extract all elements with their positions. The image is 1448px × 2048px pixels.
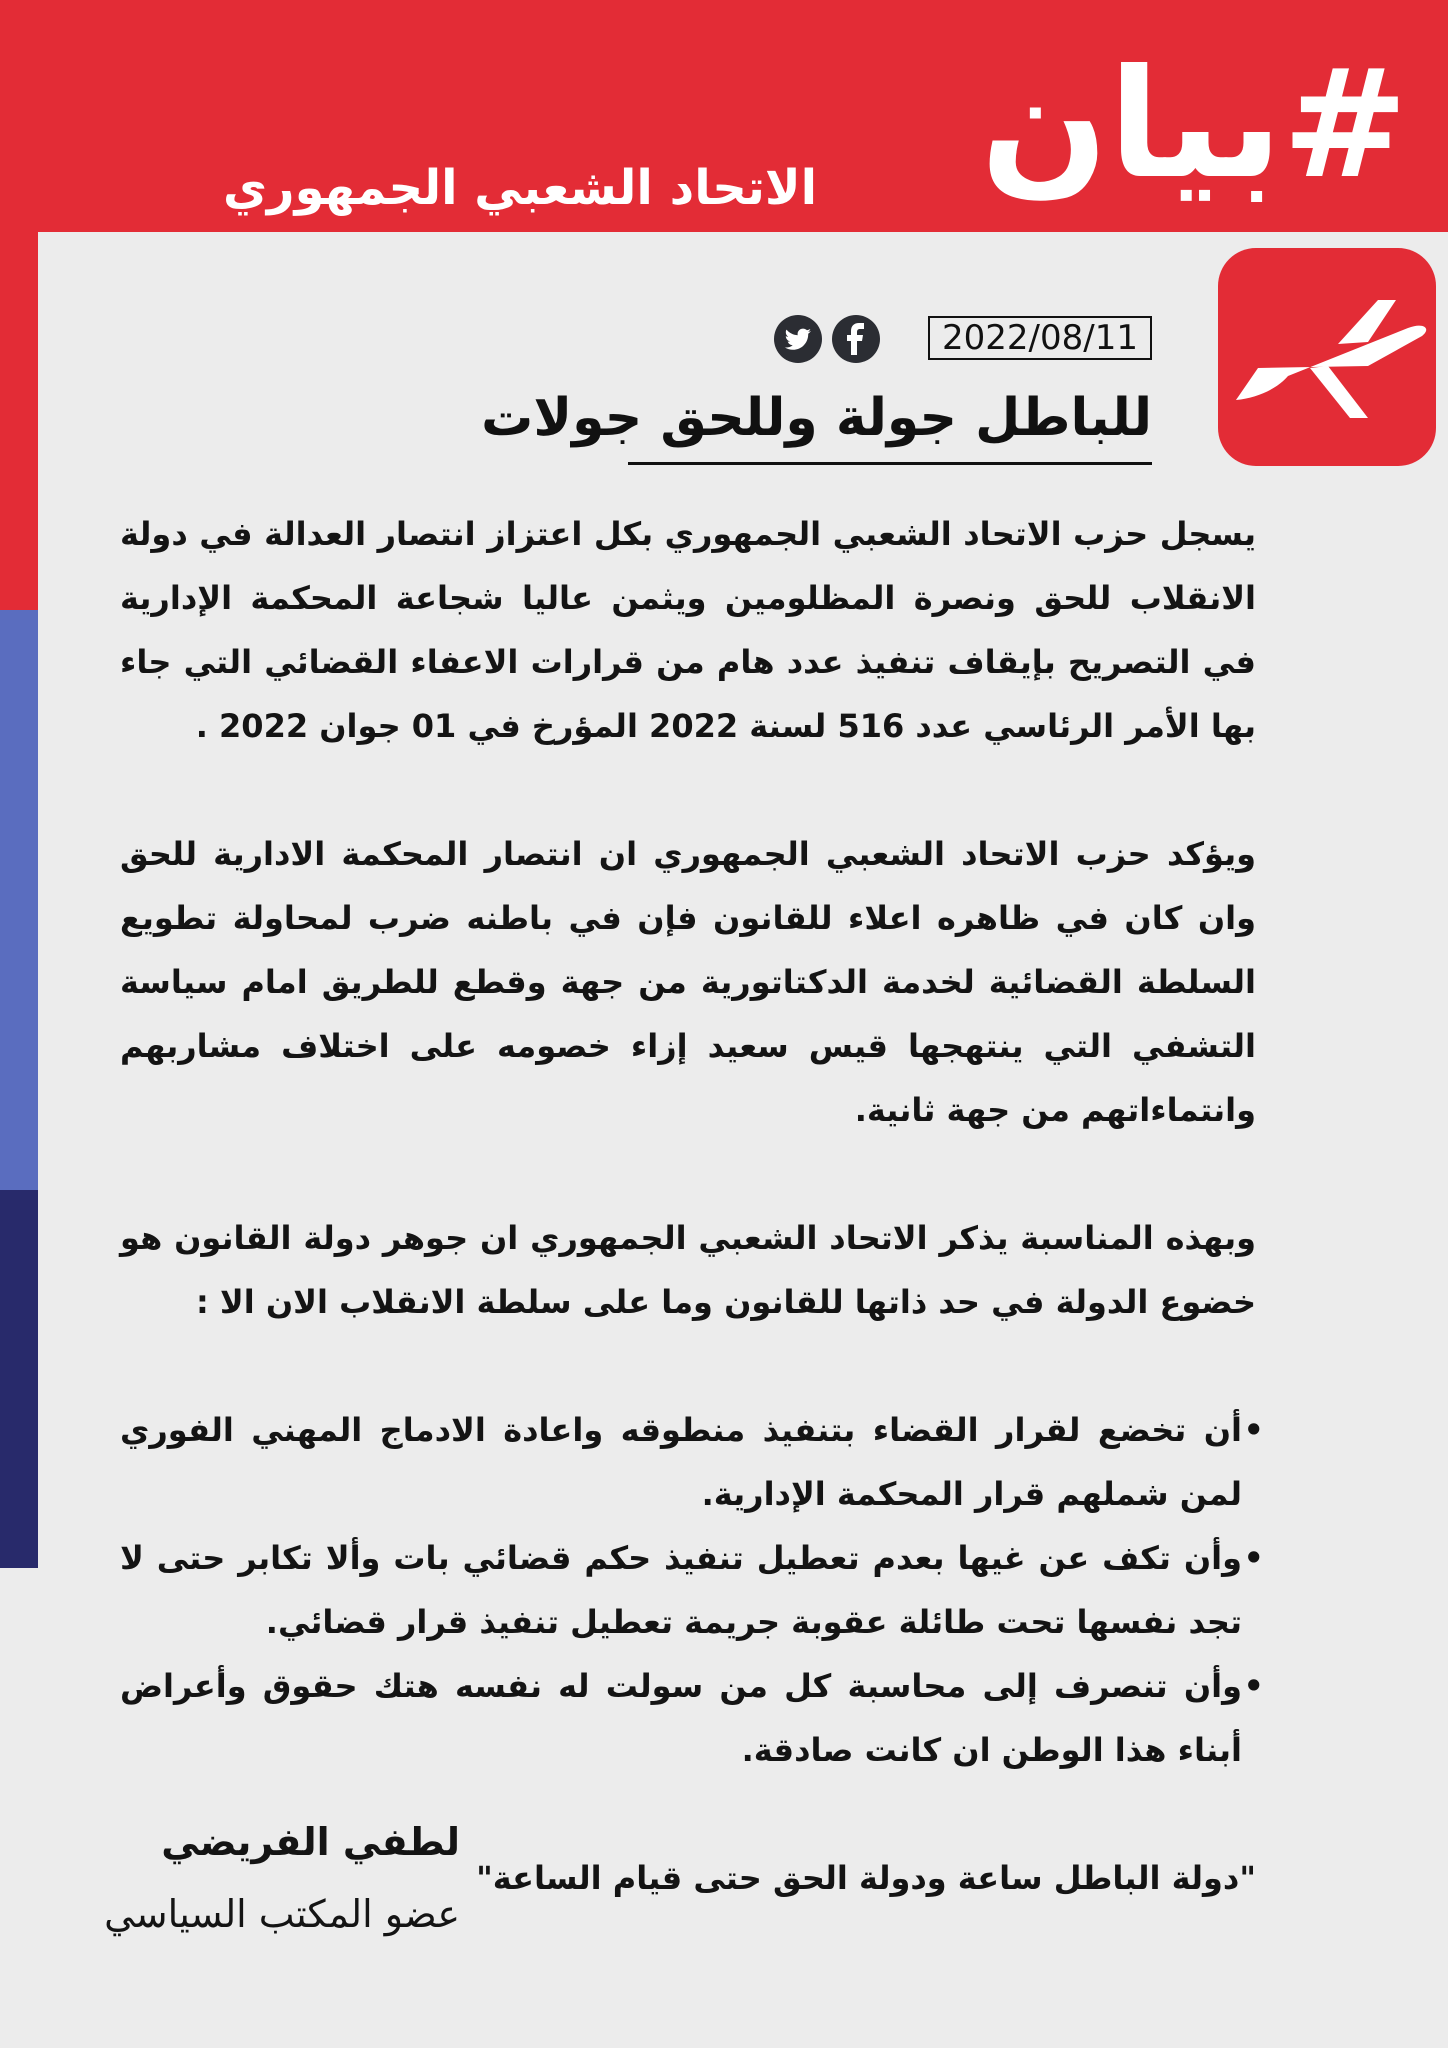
airplane-icon xyxy=(1218,248,1436,466)
list-item-text: أن تخضع لقرار القضاء بتنفيذ منطوقه واعادة الادماج المهني الفوري لمن شملهم قرار المحكمة الإدارية. xyxy=(120,1411,1242,1513)
bullet-marker: • xyxy=(1243,1411,1264,1449)
statement-body xyxy=(120,502,1264,1910)
list-item-text: وأن تكف عن غيها بعدم تعطيل تنفيذ حكم قضائي بات وألا تكابر حتى لا تجد نفسها تحت طائلة عقوبة جريمة تعطيل تنفيذ قرار قضائي. xyxy=(120,1539,1242,1641)
hashtag-title: #بيان xyxy=(980,38,1408,212)
closing-quote: "دولة الباطل ساعة ودولة الحق حتى قيام الساعة" xyxy=(476,1859,1256,1897)
list-item xyxy=(120,1654,1264,1782)
paragraph: يسجل حزب الاتحاد الشعبي الجمهوري بكل اعتزاز انتصار العدالة في دولة الانقلاب للحق ونصرة المظلومين ويثمن عاليا شجاعة المحكمة الإدارية في التصريح بإيقاف تنفيذ عدد هام من قرارات الاعفاء القضائي التي جاء بها الأمر الرئاسي عدد 516 لسنة 2022 المؤرخ في 01 جوان 2022 . xyxy=(120,515,1256,745)
signatory-role: عضو المكتب السياسي xyxy=(104,1892,460,1936)
demands-list xyxy=(120,1398,1264,1782)
paragraph: وبهذه المناسبة يذكر الاتحاد الشعبي الجمهوري ان جوهر دولة القانون هو خضوع الدولة في حد ذاتها للقانون وما على سلطة الانقلاب الان الا : xyxy=(120,1219,1256,1321)
facebook-icon[interactable] xyxy=(832,315,880,363)
statement-headline: للباطل جولة وللحق جولات xyxy=(628,382,1152,465)
bullet-marker: • xyxy=(1243,1539,1264,1577)
party-name: الاتحاد الشعبي الجمهوري xyxy=(222,160,818,216)
twitter-icon[interactable] xyxy=(774,315,822,363)
list-item-text: وأن تنصرف إلى محاسبة كل من سولت له نفسه هتك حقوق وأعراض أبناء هذا الوطن ان كانت صادقة. xyxy=(120,1667,1242,1769)
side-stripe-red xyxy=(0,232,38,610)
list-item xyxy=(120,1398,1264,1526)
side-stripe-blue xyxy=(0,610,38,1190)
list-item xyxy=(120,1526,1264,1654)
paragraph: ويؤكد حزب الاتحاد الشعبي الجمهوري ان انتصار المحكمة الادارية للحق وان كان في ظاهره اعلاء للقانون فإن في باطنه ضرب لمحاولة تطويع السلطة القضائية لخدمة الدكتاتورية من جهة وقطع للطريق امام سياسة التشفي التي ينتهجها قيس سعيد إزاء خصومه على اختلاف مشاربهم وانتماءاتهم من جهة ثانية. xyxy=(120,835,1256,1129)
statement-date: 2022/08/11 xyxy=(928,316,1152,360)
bullet-marker: • xyxy=(1243,1667,1264,1705)
signatory-name: لطفي الفريضي xyxy=(161,1820,460,1864)
side-stripe-navy xyxy=(0,1190,38,1568)
